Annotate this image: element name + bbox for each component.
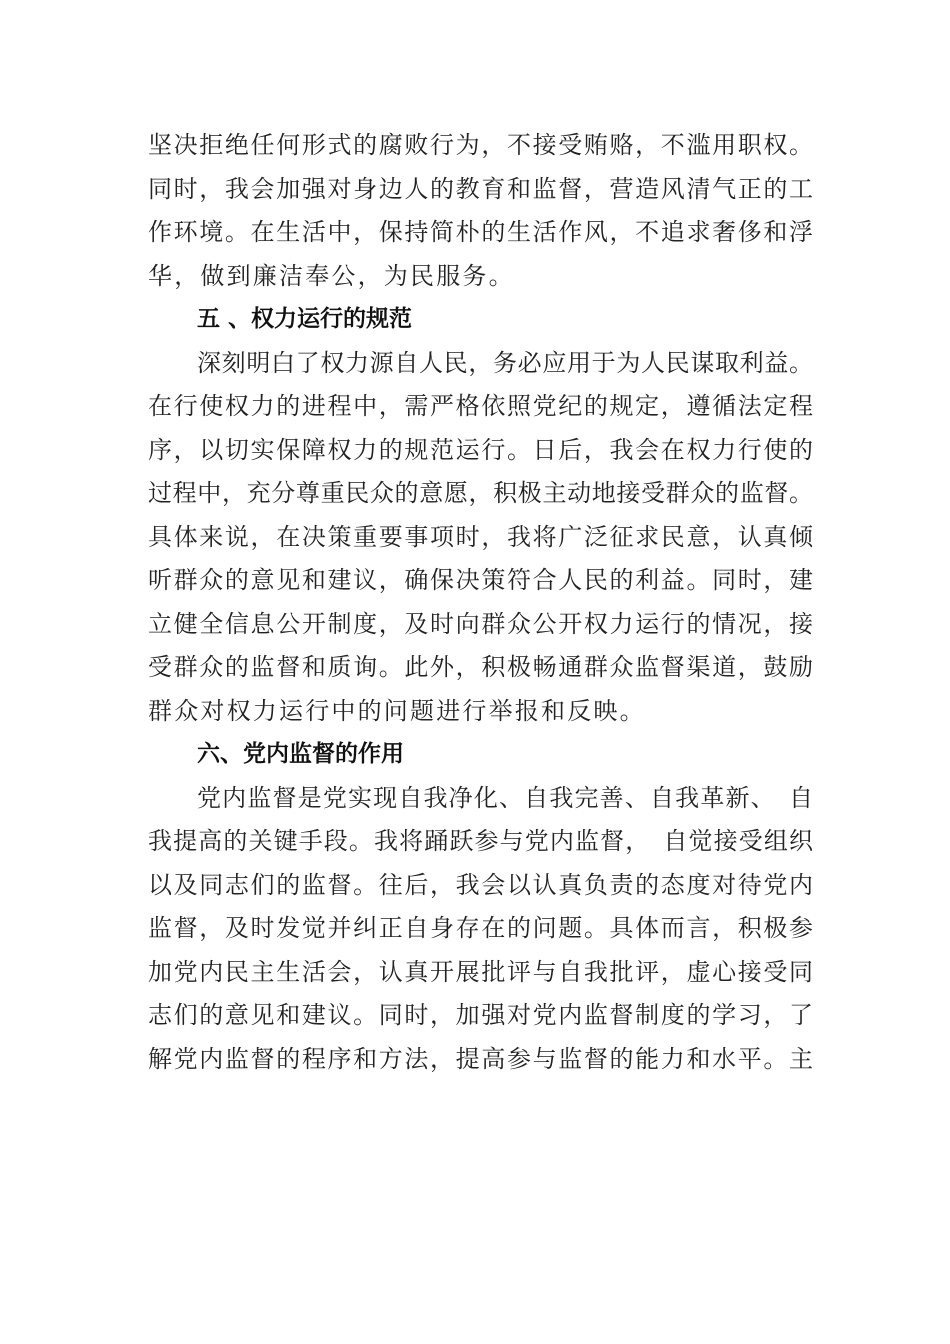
- text-line: 坚决拒绝任何形式的腐败行为，不接受贿赂，不滥用职权。: [148, 131, 813, 159]
- section-heading-6: 六、党内监督的作用: [197, 741, 404, 767]
- text-line: 作环境。在生活中，保持简朴的生活作风，不追求奢侈和浮: [148, 218, 813, 246]
- paragraph-party-supervision: [148, 777, 813, 1082]
- paragraph-anti-corruption: [148, 124, 813, 298]
- text-line: 过程中，充分尊重民众的意愿，积极主动地接受群众的监督。: [148, 479, 813, 507]
- paragraph-power-regulation: [148, 342, 813, 734]
- text-line: 具体来说，在决策重要事项时，我将广泛征求民意，认真倾: [148, 522, 813, 551]
- text-line: 立健全信息公开制度，及时向群众公开权力运行的情况，接: [148, 609, 813, 638]
- text-line: 在行使权力的进程中，需严格依照党纪的规定，遵循法定程: [148, 392, 813, 420]
- text-line: 听群众的意见和建议，确保决策符合人民的利益。同时，建: [148, 566, 813, 594]
- text-line: 群众对权力运行中的问题进行举报和反映。: [148, 696, 646, 725]
- text-line: 以及同志们的监督。往后，我会以认真负责的态度对待党内: [148, 870, 813, 899]
- text-line: 解党内监督的程序和方法，提高参与监督的能力和水平。主: [148, 1044, 813, 1073]
- text-line: 加党内民主生活会，认真开展批评与自我批评，虚心接受同: [148, 957, 813, 986]
- text-line: 监督，及时发觉并纠正自身存在的问题。具体而言，积极参: [148, 914, 813, 942]
- text-line: 志们的意见和建议。同时，加强对党内监督制度的学习，了: [148, 1001, 813, 1029]
- text-line: 同时，我会加强对身边人的教育和监督，营造风清气正的工: [148, 174, 813, 203]
- document-body: [148, 124, 813, 1081]
- text-line: 华，做到廉洁奉公，为民服务。: [148, 261, 515, 290]
- section-heading-5: 五 、权力运行的规范: [197, 306, 413, 332]
- text-line: 受群众的监督和质询。此外，积极畅通群众监督渠道，鼓励: [148, 653, 813, 681]
- text-line: 党内监督是党实现自我净化、自我完善、自我革新、 自: [197, 783, 813, 812]
- text-line: 深刻明白了权力源自人民，务必应用于为人民谋取利益。: [197, 348, 813, 377]
- text-line: 我提高的关键手段。我将踊跃参与党内监督， 自觉接受组织: [148, 827, 813, 855]
- text-line: 序，以切实保障权力的规范运行。日后，我会在权力行使的: [148, 435, 813, 464]
